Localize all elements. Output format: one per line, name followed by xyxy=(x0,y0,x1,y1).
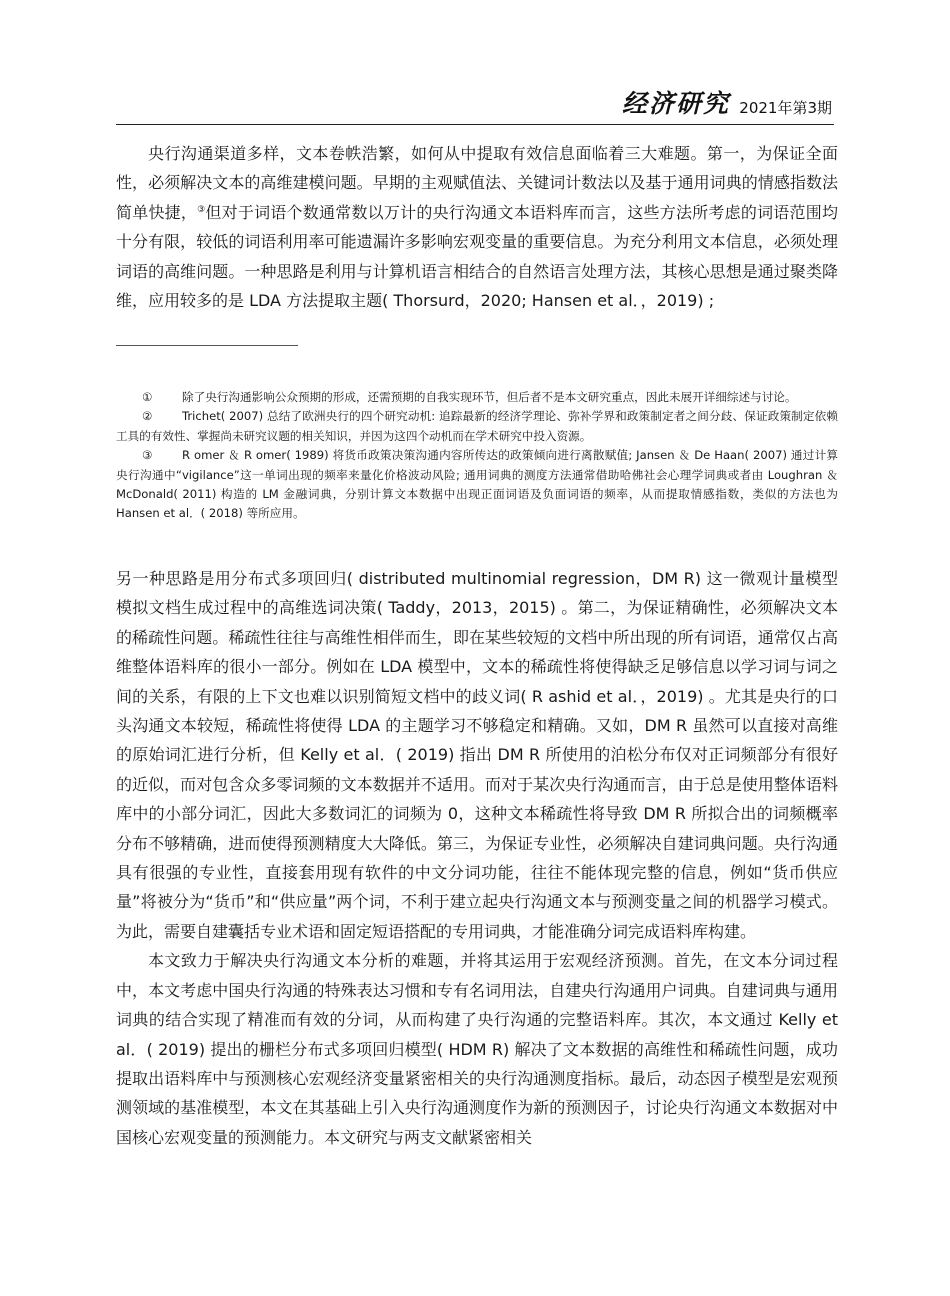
paragraph-1-part-a: 央行沟通渠道多样，文本卷帙浩繁，如何从中提取有效信息面临着三大难题。第一，为保证全面性，必须解决文本的高维建模问题。早期的主观赋值法、关键词计数法以及基于通用词典的情感指数法简单快捷， xyxy=(116,144,838,222)
paragraph-3: 本文致力于解决央行沟通文本分析的难题，并将其运用于宏观经济预测。首先，在文本分词过程中，本文考虑中国央行沟通的特殊表达习惯和专有名词用法，自建央行沟通用户词典。自建词典与通用词典的结合实现了精准而有效的分词，从而构建了央行沟通的完整语料库。其次，本文通过 Kelly et al．( 2019) 提出的栅栏分布式多项回归模型( HDM R) 解决了文本数据的高维性和稀疏性问题，成功提取出语料库中与预测核心宏观经济变量紧密相关的央行沟通测度指标。最后，动态因子模型是宏观预测领域的基准模型，本文在其基础上引入央行沟通测度作为新的预测因子，讨论央行沟通文本数据对中国核心宏观变量的预测能力。本文研究与两支文献紧密相关 xyxy=(116,951,838,1147)
footnote-text: R omer ＆ R omer( 1989) 将货币政策决策沟通内容所传达的政策倾向进行离散赋值; Jansen ＆ De Haan( 2007) 通过计算央行沟通中“vigilance”这一单词出现的频率来量化价格波动风险; 通用词典的测度方法通常借助哈佛社会心理学词典或者由 Loughran ＆ McDonald( 2011) 构造的 LM 金融词典，分别计算文本数据中出现正面词语及负面词语的频率，从而提取情感指数，类似的方法也为 Hansen et al．( 2018) 等所应用。 xyxy=(116,448,838,521)
footnote-1 xyxy=(116,388,838,407)
issue-label: 2021年第3期 xyxy=(739,99,832,117)
paragraph-1-part-b: 但对于词语个数通常数以万计的央行沟通文本语料库而言，这些方法所考虑的词语范围均十分有限，较低的词语利用率可能遗漏许多影响宏观变量的重要信息。为充分利用文本信息，必须处理词语的高维问题。一种思路是利用与计算机语言相结合的自然语言处理方法，其核心思想是通过聚类降维，应用较多的是 LDA 方法提取主题( Thorsurd，2020; Hansen et al．，2019) ; xyxy=(116,202,838,311)
page-header xyxy=(116,86,834,125)
footnotes xyxy=(116,388,838,524)
footnote-ref-3[interactable]: ③ xyxy=(197,204,206,215)
main-text-top xyxy=(116,139,838,315)
footnote-2 xyxy=(116,407,838,446)
footnote-mark: ② xyxy=(142,409,153,424)
main-text-bottom xyxy=(116,564,838,1152)
footnote-divider xyxy=(116,345,298,346)
footnote-mark: ③ xyxy=(142,448,153,463)
footnote-text: Trichet( 2007) 总结了欧洲央行的四个研究动机: 追踪最新的经济学理论、弥补学界和政策制定者之间分歧、保证政策制定依赖工具的有效性、掌握尚未研究议题的相关知识，并因为这四个动机而在学术研究中投入资源。 xyxy=(116,409,838,443)
footnote-3 xyxy=(116,446,838,524)
paragraph-1 xyxy=(116,139,838,315)
footnote-mark: ① xyxy=(142,390,153,404)
journal-logo: 经济研究 xyxy=(621,89,730,118)
footnote-text: 除了央行沟通影响公众预期的形成，还需预期的自我实现环节，但后者不是本文研究重点，因此未展开详细综述与讨论。 xyxy=(182,390,797,404)
paragraph-2: 另一种思路是用分布式多项回归( distributed multinomial regression，DM R) 这一微观计量模型模拟文档生成过程中的高维选词决策( Taddy，2013，2015) 。第二，为保证精确性，必须解决文本的稀疏性问题。稀疏性往往与高维性相伴而生，即在某些较短的文档中所出现的所有词语，通常仅占高维整体语料库的很小一部分。例如在 LDA 模型中，文本的稀疏性将使得缺乏足够信息以学习词与词之间的关系，有限的上下文也难以识别简短文档中的歧义词( R ashid et al．，2019) 。尤其是央行的口头沟通文本较短，稀疏性将使得 LDA 的主题学习不够稳定和精确。又如，DM R 虽然可以直接对高维的原始词汇进行分析，但 Kelly et al．( 2019) 指出 DM R 所使用的泊松分布仅对正词频部分有很好的近似，而对包含众多零词频的文本数据并不适用。而对于某次央行沟通而言，由于总是使用整体语料库中的小部分词汇，因此大多数词汇的词频为 0，这种文本稀疏性将导致 DM R 所拟合出的词频概率分布不够精确，进而使得预测精度大大降低。第三，为保证专业性，必须解决自建词典问题。央行沟通具有很强的专业性，直接套用现有软件的中文分词功能，往往不能体现完整的信息，例如“货币供应量”将被分为“货币”和“供应量”两个词，不利于建立起央行沟通文本与预测变量之间的机器学习模式。为此，需要自建囊括专业术语和固定短语搭配的专用词典，才能准确分词完成语料库构建。 xyxy=(116,569,838,941)
